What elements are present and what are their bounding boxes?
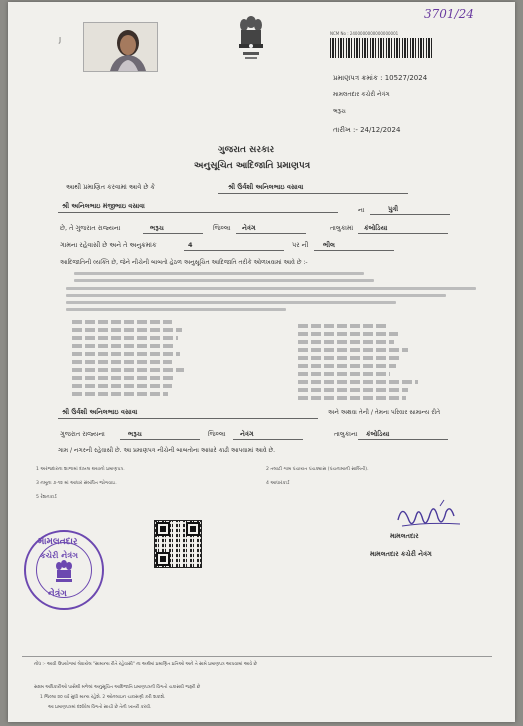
taluka-label: તાલુકામાં [330, 224, 354, 232]
stamp-emblem-icon [54, 558, 74, 584]
doc-item-1: 1 અરજદારના શાળામાં દાખલ થયાનો પ્રમાણપત્ર. [36, 467, 125, 472]
corner-mark: J [59, 36, 62, 44]
line5-text: આદિજાતિની વ્યક્તિ છે, જેને નીચેની બાબતો હેઠળ અનુસૂચિત આદિજાતિ તરીકે ઓળખવામાં આવે છે :- [60, 259, 308, 266]
handwritten-reference: 3701/24 [424, 7, 474, 21]
stamp-sub-text: કચેરી નેત્રંગ [40, 550, 78, 560]
relation-value: પુત્રી [388, 205, 399, 213]
taluka-value: નેત્રંગ [242, 224, 256, 232]
govt-title: ગુજરાત સરકાર [218, 145, 275, 155]
line6-right: અને અથવા તેની / તેમના પરિવાર સામાન્ય રીતે [328, 409, 441, 416]
stamp-top-text: મામલતદાર [38, 537, 78, 547]
district-value-2: ભરૂચ [128, 430, 142, 438]
barcode-caption: NCM No : 2400000000000000001 [330, 31, 399, 36]
village-value: કંબોડિયા [364, 224, 388, 232]
doc-item-4: 4 આધારકાર્ડ [266, 481, 290, 486]
doc-item-5: 5 રેશનકાર્ડ [36, 495, 57, 500]
office-stamp [24, 530, 104, 610]
district-label: જિલ્લા [213, 224, 231, 232]
line3-lead: છે, તે ગુજરાત રાજ્યના [60, 224, 121, 232]
district-label-2: જિલ્લા [208, 430, 226, 438]
qr-code[interactable] [154, 520, 202, 568]
office-name: મામલતદાર કચેરી નેત્રંગ [333, 91, 390, 98]
footer-note-2: સક્ષમ અધિકારીઓ પાસેથી મળેલાં અનુસૂચિત આદિજાતિ પ્રમાણપત્રની વિગતો ચકાસવી જરૂરી છે [34, 685, 201, 690]
line1-lead: આથી પ્રમાણિત કરવામાં આવે છે કે [66, 183, 155, 191]
father-name: શ્રી અનિલભાઇ મંજીભાઇ વસાવા [62, 202, 145, 210]
issue-date: તારીખ :- 24/12/2024 [333, 126, 401, 134]
certificate-paper [8, 2, 515, 722]
applicant-name: શ્રી ઉર્વશી અનિલભાઇ વસાવા [228, 183, 304, 191]
certificate-title: અનુસૂચિત આદિજાતિ પ્રમાણપત્ર [194, 161, 311, 171]
taluka-label-2: તાલુકાના [334, 430, 358, 438]
line4-mid: પર ની [292, 241, 309, 249]
doc-item-3: 3 નમૂના ૭-૧૨ માં આધાર સંબંધિત જોગવાઇ. [36, 481, 117, 486]
footer-divider [22, 656, 492, 657]
signatory-title: મામલતદાર [390, 532, 419, 540]
footer-note-3: 1 જિલ્લા ૨૦ વર્ષ સુધી માન્ય રહેશે. 2 ઓનલાઇન ચકાસણી કરી શકાશે. [40, 695, 166, 700]
certificate-number: પ્રમાણપત્ર ક્રમાંક : 10527/2024 [333, 74, 428, 82]
footer-note-4: આ પ્રમાણપત્રમાં દર્શાવેલ વિગતો સાચી છે તેની ખાતરી કરવી. [48, 705, 152, 710]
footer-note-1: નોંધ :- આવી ઉપયોગમાં લેવાયેલ "સામાન્ય રીતે રહેવાસી" ના અર્થમાં પ્રમાણિત પ્રતિઓ અને તે સામે પ્રમાણપત્ર આપવામાં આવે છે [34, 662, 257, 667]
line4-lead: ગામના રહેવાસી છે અને તે અનુક્રમાંક [60, 241, 157, 249]
applicant-name-repeat: શ્રી ઉર્વશી અનિલભાઇ વસાવા [62, 408, 138, 416]
stamp-bottom-text: નેત્રંગ [48, 589, 67, 599]
signatory-office: મામલતદાર કચેરી નેત્રંગ [370, 550, 432, 558]
legal-list-block [8, 2, 515, 722]
line8-text: ગામ / નગરની રહેવાસી છે. આ પ્રમાણપત્ર નીચેની બાબતોના આધારે કાઢી આપવામાં આવે છે. [58, 447, 276, 454]
place-name: ભરૂચ [333, 108, 346, 115]
serial-number: 4 [188, 241, 193, 249]
line7-lead: ગુજરાત રાજ્યના [60, 430, 105, 438]
state-district-value: ભરૂચ [150, 224, 164, 232]
taluka-value-2: નેત્રંગ [240, 430, 254, 438]
village-value-2: કંબોડિયા [366, 430, 390, 438]
doc-item-2: 2 તલાટી ગામ પંચાયત પંચક્યાસ (પંચનામાની સાબિતી). [266, 467, 369, 472]
tribe-name: ભીલ [323, 241, 335, 249]
relation-label: ના [358, 206, 365, 214]
